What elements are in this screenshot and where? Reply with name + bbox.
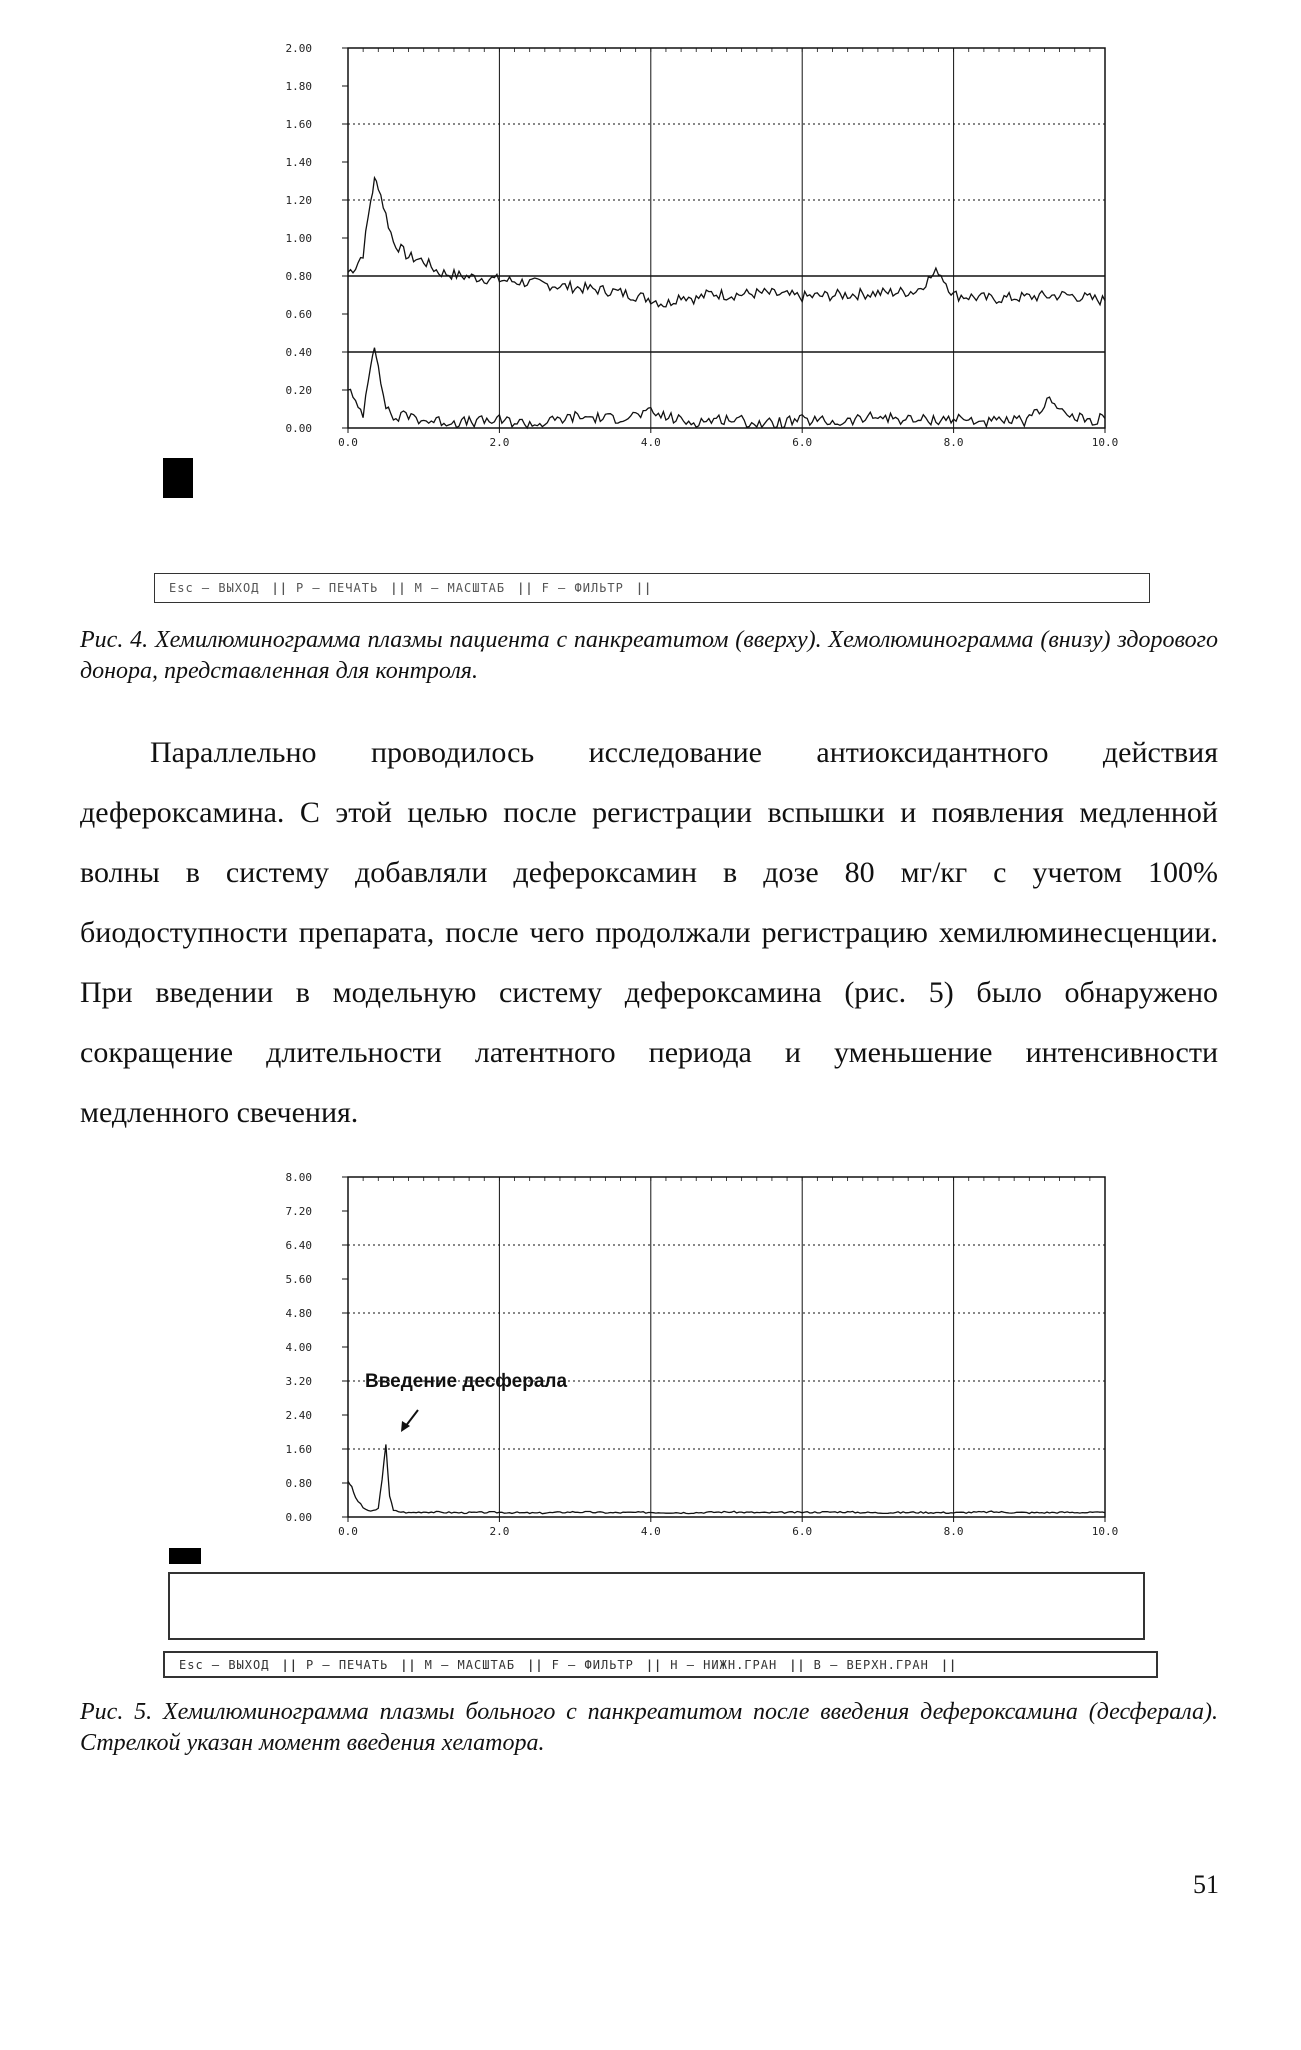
x-tick-label: 10.0 <box>1091 436 1119 449</box>
menu-separator: || <box>400 1657 417 1672</box>
menu-separator: || <box>517 581 534 595</box>
y-tick-label: 0.80 <box>285 270 312 283</box>
page-number: 51 <box>1193 1870 1219 1899</box>
y-tick-label: 0.40 <box>285 346 312 359</box>
y-tick-label: 6.40 <box>285 1239 312 1252</box>
y-tick-label: 1.00 <box>285 232 312 245</box>
black-cursor-block <box>163 458 193 498</box>
y-tick-label: 1.40 <box>285 156 312 169</box>
y-tick-label: 5.60 <box>285 1273 312 1286</box>
figure-caption-5: Рис. 5. Хемилюминограмма плазмы больного с панкреатитом после введения дефероксамина (десферала). Стрелкой указан момент введения хелатора. <box>80 1699 1218 1756</box>
y-tick-label: 4.80 <box>285 1307 312 1320</box>
y-tick-label: 2.00 <box>285 42 312 55</box>
plot-frame <box>348 1177 1105 1517</box>
x-tick-label: 8.0 <box>943 436 964 449</box>
y-tick-label: 0.00 <box>285 1511 312 1524</box>
menu-key: F – ФИЛЬТР <box>551 1657 634 1672</box>
x-tick-label: 0.0 <box>338 436 358 449</box>
menu-separator: || <box>281 1657 298 1672</box>
plot-frame <box>348 48 1105 428</box>
menu-key: F – ФИЛЬТР <box>541 581 624 595</box>
y-tick-label: 0.60 <box>285 308 312 321</box>
menu-separator: || <box>940 1657 958 1672</box>
y-tick-label: 0.20 <box>285 384 312 397</box>
chemiluminogram-chart-bottom <box>0 1155 1301 1535</box>
x-tick-label: 0.0 <box>338 1525 358 1535</box>
figure-caption-4: Рис. 4. Хемилюминограмма плазмы пациента с панкреатитом (вверху). Хемолюминограмма (внизу) здорового донора, представленная для контроля. <box>80 627 1218 684</box>
x-tick-label: 4.0 <box>640 436 661 449</box>
y-tick-label: 1.60 <box>285 118 312 131</box>
menu-separator: || <box>645 1657 663 1672</box>
x-tick-label: 2.0 <box>489 1525 510 1535</box>
y-tick-label: 0.00 <box>285 422 312 435</box>
x-tick-label: 6.0 <box>792 436 813 449</box>
x-tick-label: 8.0 <box>943 1525 964 1535</box>
menu-separator: || <box>527 1657 544 1672</box>
series-line-1 <box>348 1444 1105 1513</box>
menu-key: P – ПЕЧАТЬ <box>295 581 379 595</box>
black-cursor-block <box>169 1548 201 1564</box>
series-line-2 <box>348 348 1105 428</box>
chemiluminogram-chart-top <box>0 0 1301 470</box>
annotation-label: Введение десферала <box>365 1371 568 1392</box>
menu-key: Esc – ВЫХОД <box>179 1657 270 1672</box>
menu-key: B – ВЕРХН.ГРАН <box>813 1657 929 1672</box>
x-tick-label: 4.0 <box>640 1525 661 1535</box>
y-tick-label: 1.60 <box>285 1443 312 1456</box>
x-tick-label: 2.0 <box>489 436 510 449</box>
y-tick-label: 3.20 <box>285 1375 312 1388</box>
menu-key: Esc – ВЫХОД <box>169 581 260 595</box>
menu-separator: || <box>635 581 653 595</box>
y-tick-label: 0.80 <box>285 1477 312 1490</box>
menu-separator: || <box>789 1657 806 1672</box>
y-tick-label: 2.40 <box>285 1409 312 1422</box>
y-tick-label: 8.00 <box>285 1171 312 1184</box>
menu-separator: || <box>390 581 407 595</box>
menu-key: P – ПЕЧАТЬ <box>305 1657 389 1672</box>
menu-separator: || <box>271 581 288 595</box>
menu-bar <box>163 1651 1158 1678</box>
x-tick-label: 6.0 <box>792 1525 813 1535</box>
y-tick-label: 4.00 <box>285 1341 312 1354</box>
x-tick-label: 10.0 <box>1091 1525 1119 1535</box>
body-paragraph: Параллельно проводилось исследование антиоксидантного действия дефероксамина. С этой целью после регистрации вспышки и появления медленной волны в систему добавляли дефероксамин в дозе 80 мг/кг с учетом 100% биодоступности препарата, после чего продолжали регистрацию хемилюминесценции. При введении в модельную систему дефероксамина (рис. 5) было обнаружено сокращение длительности латентного периода и уменьшение интенсивности медленного свечения. <box>80 736 1218 1129</box>
y-tick-label: 7.20 <box>285 1205 312 1218</box>
y-tick-label: 1.80 <box>285 80 312 93</box>
menu-bar <box>154 573 1150 603</box>
series-line-1 <box>348 178 1105 307</box>
menu-key: H – НИЖН.ГРАН <box>670 1657 778 1672</box>
y-tick-label: 1.20 <box>285 194 312 207</box>
empty-message-box <box>168 1572 1145 1640</box>
menu-key: M – МАСШТАБ <box>424 1657 516 1672</box>
menu-key: M – МАСШТАБ <box>414 581 506 595</box>
